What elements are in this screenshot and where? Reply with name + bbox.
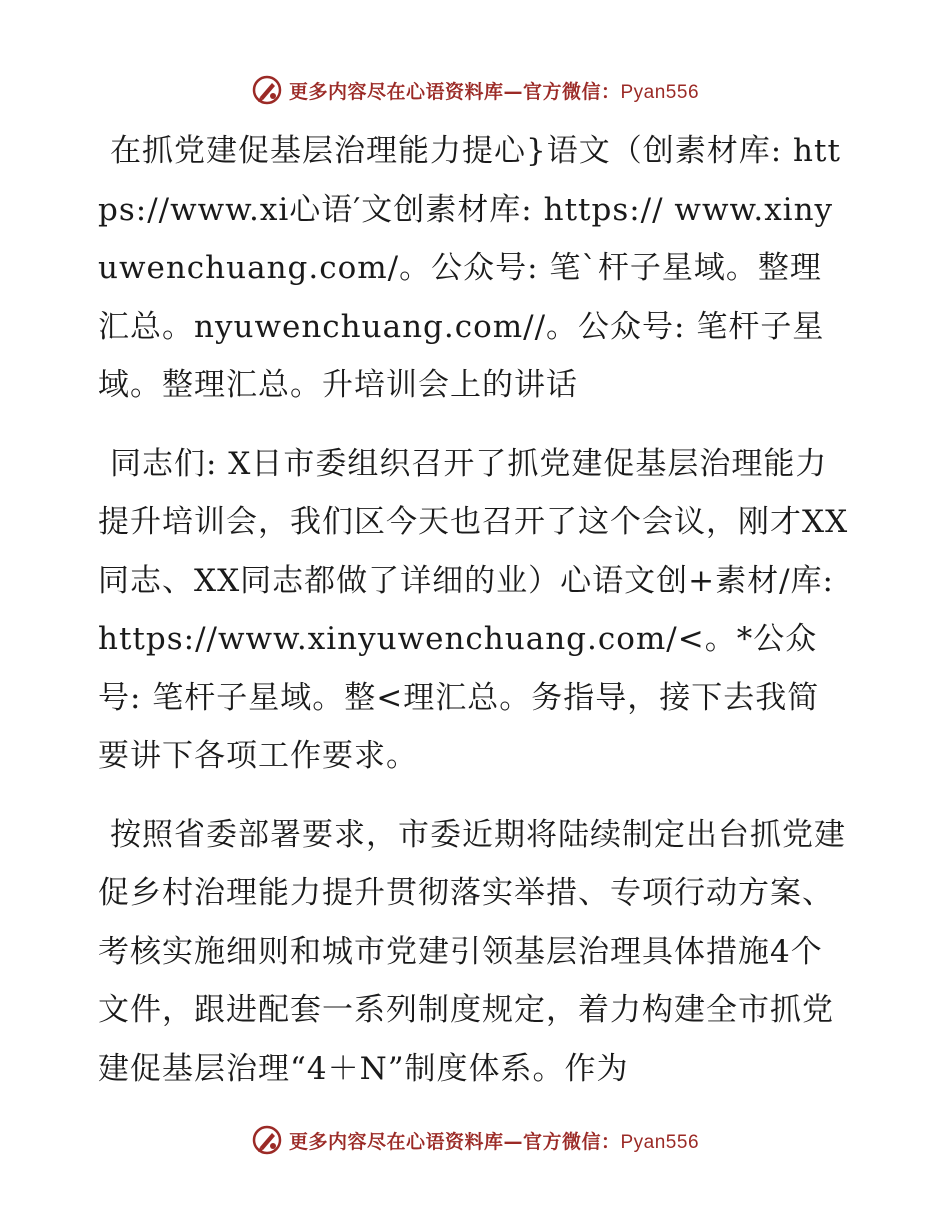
document-body xyxy=(98,122,850,1118)
header-wechat-id: Pyan556 xyxy=(620,81,700,103)
paragraph-1: 在抓党建促基层治理能力提心}语文（创素材库: https://www.xi心语′文创素材库: https:// www.xinyuwenchuang.com/。公众号: 笔`杆子星域。整理汇总。nyuwenchuang.com//。公众号: 笔杆子星域。整理汇总。升培训会上的讲话 xyxy=(98,133,841,403)
paragraph-3: 按照省委部署要求，市委近期将陆续制定出台抓党建促乡村治理能力提升贯彻落实举措、专项行动方案、考核实施细则和城市党建引领基层治理具体措施4个文件，跟进配套一系列制度规定，着力构建全市抓党建促基层治理“4＋N”制度体系。作为 xyxy=(98,816,846,1087)
footer-wechat-id: Pyan556 xyxy=(620,1131,700,1153)
paragraph-2: 同志们: X日市委组织召开了抓党建促基层治理能力提升培训会，我们区今天也召开了这个会议，刚才XX同志、XX同志都做了详细的业）心语文创+素材/库: https://www.xinyuwenchuang.com/<。*公众号: 笔杆子星域。整<理汇总。务指导，接下去我简要讲下各项工作要求。 xyxy=(98,445,849,774)
pen-logo-icon xyxy=(251,1124,283,1156)
footer-banner-text xyxy=(289,1127,699,1154)
footer-banner-label: 更多内容尽在心语资料库—官方微信： xyxy=(288,1130,621,1153)
footer-banner xyxy=(0,1122,950,1158)
header-banner xyxy=(0,72,950,108)
header-banner-text xyxy=(289,77,699,104)
pen-logo-icon xyxy=(251,74,283,106)
header-banner-label: 更多内容尽在心语资料库—官方微信： xyxy=(288,80,621,103)
